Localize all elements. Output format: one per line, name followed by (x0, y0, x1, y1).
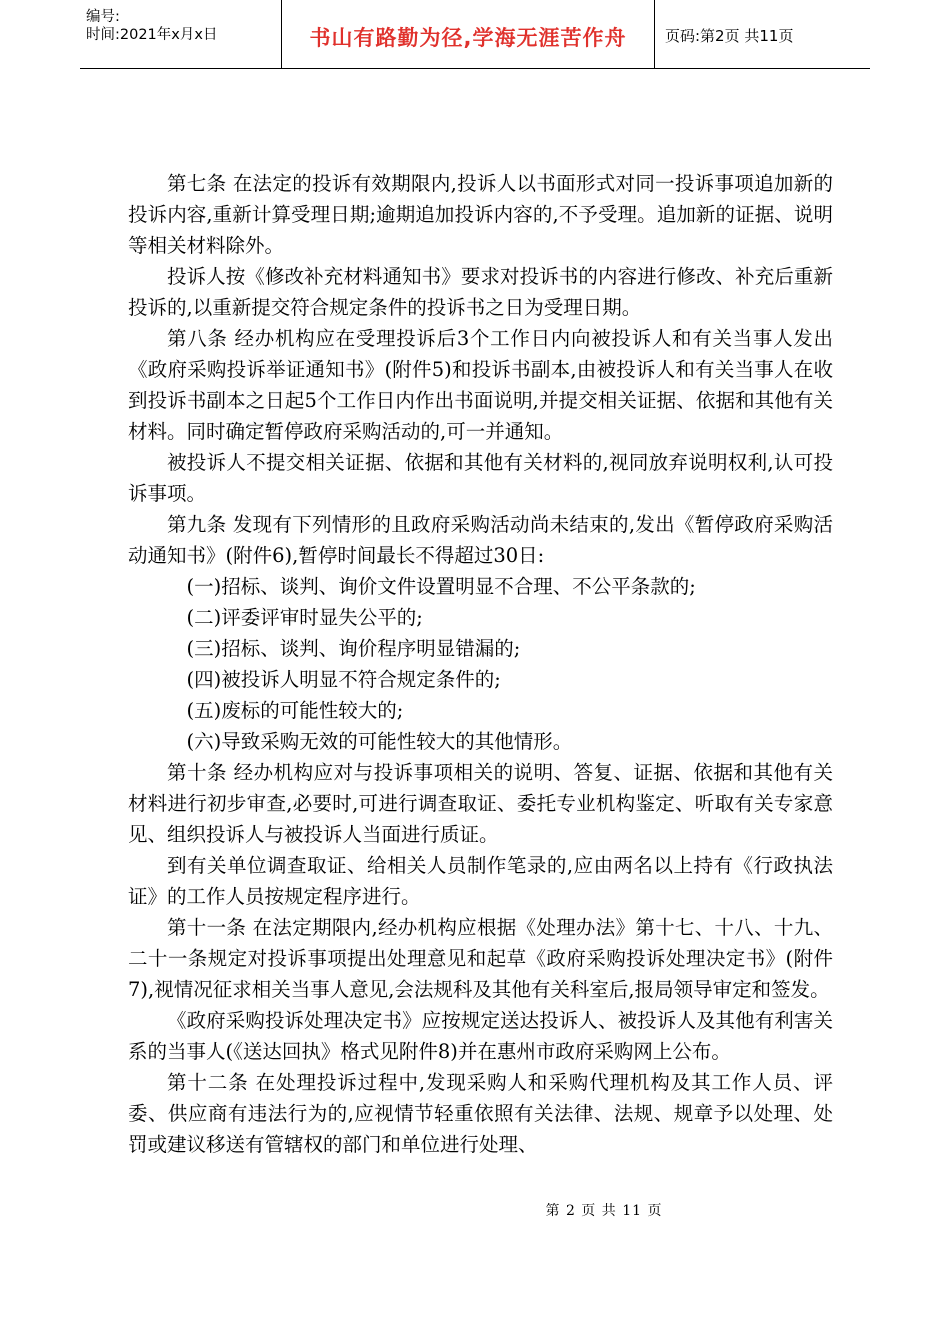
page-footer (0, 1200, 950, 1220)
header-right-cell (655, 0, 870, 68)
list-item-4: (四)被投诉人明显不符合规定条件的; (186, 668, 501, 691)
list-item-3: (三)招标、谈判、询价程序明显错漏的; (186, 637, 521, 660)
document-time-label: 时间:2021年x月x日 (86, 27, 218, 43)
header-page-info: 页码:第2页 共11页 (665, 27, 794, 45)
paragraph-article-9: 第九条 发现有下列情形的且政府采购活动尚未结束的,发出《暂停政府采购活动通知书》(附件6),暂停时间最长不得超过30日: (128, 513, 833, 567)
header-slogan: 书山有路勤为径,学海无涯苦作舟 (309, 26, 627, 50)
paragraph-no-evidence: 被投诉人不提交相关证据、依据和其他有关材料的,视同放弃说明权利,认可投诉事项。 (128, 451, 833, 505)
list-item-1: (一)招标、谈判、询价文件设置明显不合理、不公平条款的; (186, 575, 696, 598)
paragraph-decision-delivery: 《政府采购投诉处理决定书》应按规定送达投诉人、被投诉人及其他有利害关系的当事人(《送达回执》格式见附件8)并在惠州市政府采购网上公布。 (128, 1009, 833, 1063)
paragraph-investigation: 到有关单位调查取证、给相关人员制作笔录的,应由两名以上持有《行政执法证》的工作人员按规定程序进行。 (128, 854, 833, 908)
header-middle-cell (282, 0, 655, 68)
paragraph-resubmission: 投诉人按《修改补充材料通知书》要求对投诉书的内容进行修改、补充后重新投诉的,以重新提交符合规定条件的投诉书之日为受理日期。 (128, 265, 833, 319)
list-item-6: (六)导致采购无效的可能性较大的其他情形。 (186, 730, 573, 753)
footer-page-number: 第 2 页 共 11 页 (545, 1203, 663, 1219)
paragraph-article-12: 第十二条 在处理投诉过程中,发现采购人和采购代理机构及其工作人员、评委、供应商有违法行为的,应视情节轻重依照有关法律、法规、规章予以处理、处罚或建议移送有管辖权的部门和单位进行处理、 (128, 1071, 833, 1156)
paragraph-article-7: 第七条 在法定的投诉有效期限内,投诉人以书面形式对同一投诉事项追加新的投诉内容,重新计算受理日期;逾期追加投诉内容的,不予受理。追加新的证据、说明等相关材料除外。 (128, 172, 833, 257)
paragraph-article-11: 第十一条 在法定期限内,经办机构应根据《处理办法》第十七、十八、十九、二十一条规定对投诉事项提出处理意见和起草《政府采购投诉处理决定书》(附件7),视情况征求相关当事人意见,会法规科及其他有关科室后,报局领导审定和签发。 (128, 916, 833, 1001)
document-body (128, 168, 833, 1160)
paragraph-article-10: 第十条 经办机构应对与投诉事项相关的说明、答复、证据、依据和其他有关材料进行初步审查,必要时,可进行调查取证、委托专业机构鉴定、听取有关专家意见、组织投诉人与被投诉人当面进行质证。 (128, 761, 833, 846)
document-number-label: 编号: (86, 9, 120, 25)
page-header (80, 0, 870, 69)
paragraph-article-8: 第八条 经办机构应在受理投诉后3个工作日内向被投诉人和有关当事人发出《政府采购投诉举证通知书》(附件5)和投诉书副本,由被投诉人和有关当事人在收到投诉书副本之日起5个工作日内作出书面说明,并提交相关证据、依据和其他有关材料。同时确定暂停政府采购活动的,可一并通知。 (128, 327, 833, 443)
list-item-2: (二)评委评审时显失公平的; (186, 606, 423, 629)
header-left-cell (80, 0, 282, 68)
list-item-5: (五)废标的可能性较大的; (186, 699, 404, 722)
